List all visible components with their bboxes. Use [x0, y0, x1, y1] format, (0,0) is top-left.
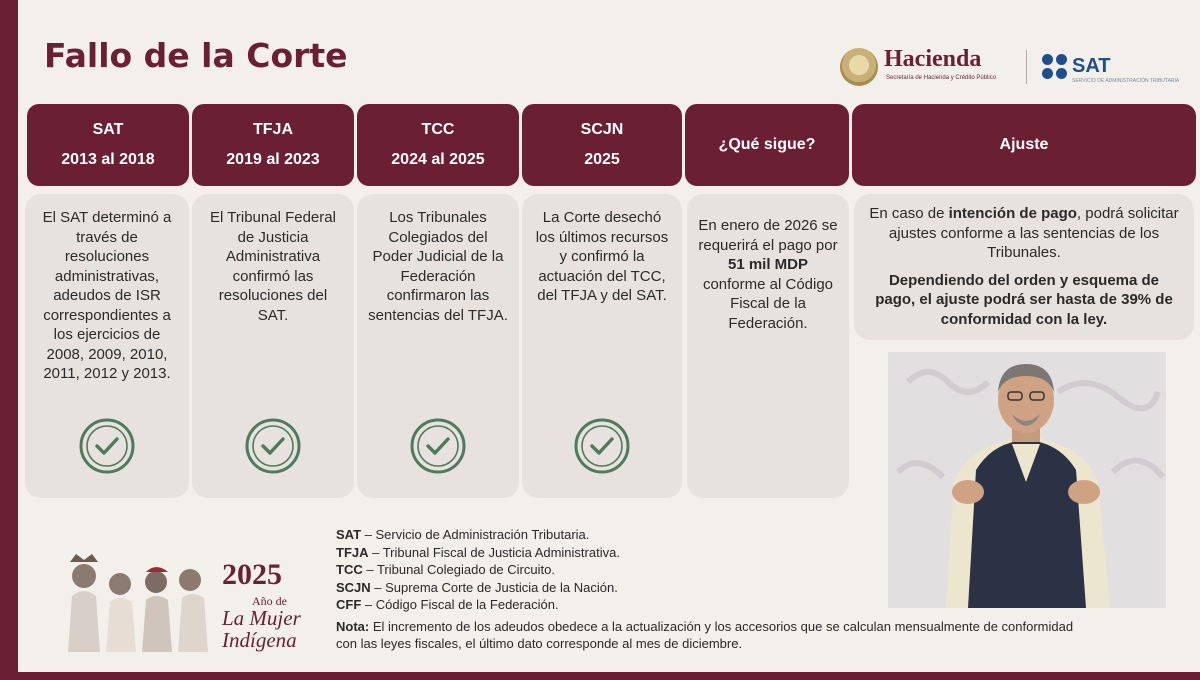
- check-icon: [79, 418, 135, 474]
- header-tfja-years: 2019 al 2023: [226, 151, 320, 168]
- header-tfja-label: TFJA: [253, 121, 293, 138]
- ajuste-p1-a: En caso de: [869, 205, 949, 222]
- legend-desc: – Tribunal Fiscal de Justicia Administrativa.: [368, 544, 620, 560]
- legend-abbr: CFF: [336, 597, 362, 612]
- mujer-indigena-badge: [56, 548, 316, 652]
- header-scjn-year: 2025: [584, 151, 620, 168]
- header-tfja: [192, 104, 354, 186]
- card-que-sigue-amount: 51 mil MDP: [727, 256, 809, 273]
- header-ajuste-label: Ajuste: [999, 136, 1049, 153]
- card-que-sigue-text: [697, 216, 839, 333]
- check-icon: [574, 418, 630, 474]
- logos: [840, 46, 1180, 92]
- ajuste-p1-bold: intención de pago: [948, 205, 1077, 222]
- sat-subtitle: SERVICIO DE ADMINISTRACIÓN TRIBUTARIA: [1072, 78, 1180, 84]
- legend-item: [336, 561, 620, 579]
- sat-logo-text: SAT: [1072, 55, 1111, 77]
- card-tfja: [192, 194, 354, 498]
- hacienda-subtitle: Secretaría de Hacienda y Crédito Público: [886, 75, 997, 81]
- interpreter-figure-icon: [888, 352, 1166, 608]
- card-ajuste: [854, 194, 1194, 340]
- card-tfja-text: El Tribunal Federal de Justicia Administrativa confirmó las resoluciones del SAT.: [210, 209, 336, 324]
- legend-item: [336, 544, 620, 562]
- mujer-line-2: La Mujer: [222, 606, 301, 630]
- check-icon: [410, 418, 466, 474]
- legend-abbr: TCC: [336, 562, 363, 577]
- mujer-line-3: Indígena: [222, 628, 297, 652]
- legend-desc: – Código Fiscal de la Federación.: [361, 597, 559, 612]
- footnote-text: El incremento de los adeudos obedece a la actualización y los accesorios que se calculan mensualmente de conformidad con las leyes fiscales, el último dato corresponde al mes de diciembre.: [336, 619, 1074, 651]
- ajuste-paragraph-2: Dependiendo del orden y esquema de pago, el ajuste podrá ser hasta de 39% de conformidad con la ley.: [875, 271, 1173, 328]
- legend-abbr: TFJA: [336, 544, 369, 560]
- legend-item: [336, 596, 620, 614]
- mujer-year: 2025: [222, 558, 282, 591]
- mujer-line-1: Año de: [252, 594, 287, 608]
- header-tcc-years: 2024 al 2025: [391, 151, 485, 168]
- card-que-sigue-text-a: En enero de 2026 se requerirá el pago por: [698, 217, 838, 254]
- legend-item: [336, 579, 620, 597]
- footnote: [336, 618, 1086, 652]
- legend-desc: – Tribunal Colegiado de Circuito.: [362, 562, 555, 577]
- header-tcc-label: TCC: [421, 121, 455, 138]
- header-que-sigue: [685, 104, 849, 186]
- indigenous-women-illustration-icon: [56, 548, 216, 652]
- ajuste-paragraph-1: [868, 204, 1180, 263]
- header-scjn: [522, 104, 682, 186]
- bottom-accent-bar: [0, 672, 1200, 680]
- check-icon: [245, 418, 301, 474]
- logo-divider: [1026, 50, 1027, 84]
- legend-abbr: SAT: [336, 527, 362, 542]
- card-tcc-text: Los Tribunales Colegiados del Poder Judicial de la Federación confirmaron las sentencias del TFJA.: [368, 209, 508, 324]
- header-ajuste: [852, 104, 1196, 186]
- sign-language-interpreter-video: [888, 352, 1166, 608]
- header-scjn-label: SCJN: [580, 121, 624, 138]
- legend-desc: – Suprema Corte de Justicia de la Nación.: [370, 579, 618, 595]
- card-sat-text: El SAT determinó a través de resoluciones administrativas, adeudos de ISR correspondientes a los ejercicios de 2008, 2009, 2010, 2011, 2012 y 2013.: [42, 209, 172, 382]
- card-que-sigue: [687, 194, 849, 498]
- header-sat: [27, 104, 189, 186]
- legend-abbr: SCJN: [336, 579, 371, 595]
- header-sat-years: 2013 al 2018: [61, 151, 155, 168]
- header-que-sigue-label: ¿Qué sigue?: [718, 136, 816, 153]
- card-que-sigue-text-c: conforme al Código Fiscal de la Federación.: [702, 275, 834, 332]
- card-scjn: [522, 194, 682, 498]
- card-tcc: [357, 194, 519, 498]
- page-title: Fallo de la Corte: [44, 36, 348, 75]
- ajuste-p1-c: , podrá solicitar ajustes conforme a las sentencias de los Tribunales.: [888, 205, 1179, 261]
- card-scjn-text: La Corte desechó los últimos recursos y confirmó la actuación del TCC, del TFJA y del SAT.: [535, 209, 669, 304]
- footnote-label: Nota:: [336, 619, 370, 634]
- legend-item: [336, 526, 620, 544]
- hacienda-seal-icon: [840, 48, 878, 86]
- header-tcc: [357, 104, 519, 186]
- sat-logo-icon: [1042, 54, 1068, 80]
- card-sat: [25, 194, 189, 498]
- legend-desc: – Servicio de Administración Tributaria.: [361, 527, 590, 542]
- header-sat-label: SAT: [92, 121, 124, 138]
- abbreviations-legend: [336, 526, 620, 614]
- hacienda-logo-text: Hacienda: [884, 46, 982, 72]
- left-accent-bar: [0, 0, 18, 680]
